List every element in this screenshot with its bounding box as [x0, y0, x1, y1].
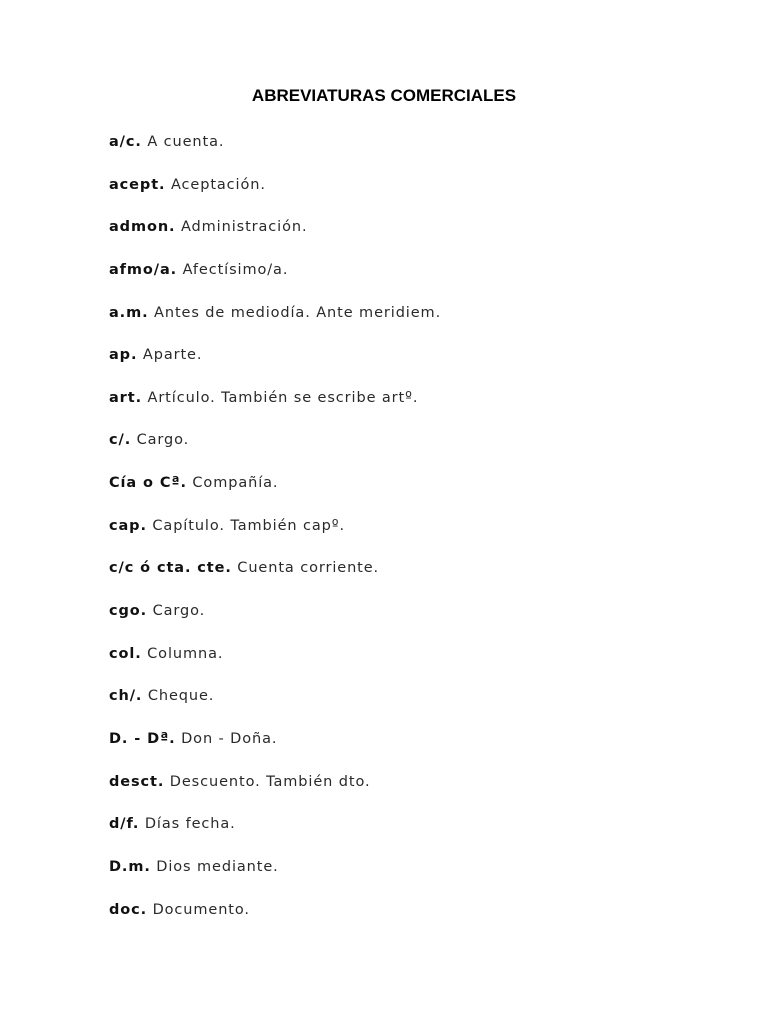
list-item: [109, 387, 729, 430]
definition: Cargo.: [136, 432, 190, 449]
list-item: [109, 899, 729, 942]
list-item: [109, 131, 729, 174]
definition: Cuenta corriente.: [237, 560, 380, 577]
list-item: [109, 685, 729, 728]
definition: Compañía.: [192, 475, 279, 492]
abbreviation: afmo/a.: [109, 261, 178, 278]
abbreviation: cap.: [109, 517, 147, 534]
definition: A cuenta.: [147, 134, 225, 150]
abbreviation: ch/.: [109, 688, 143, 705]
list-item: [109, 302, 729, 345]
abbreviation: d/f.: [109, 816, 140, 833]
abbreviation: desct.: [109, 773, 165, 790]
definition: Columna.: [147, 645, 224, 662]
definition: Días fecha.: [144, 816, 236, 833]
abbreviation: acept.: [109, 176, 166, 193]
definition: Cheque.: [147, 688, 215, 705]
list-item: [109, 600, 729, 643]
definition: Capítulo. También capº.: [152, 517, 345, 534]
list-item: [109, 643, 729, 686]
abbreviation: a.m.: [109, 304, 149, 321]
list-item: [109, 472, 729, 515]
list-item: [109, 771, 729, 814]
list-item: [109, 174, 729, 217]
abbreviation: doc.: [109, 901, 148, 918]
list-item: [109, 216, 729, 259]
definition: Administración.: [180, 219, 308, 236]
abbreviation: c/c ó cta. cte.: [109, 560, 232, 577]
abbreviation: col.: [109, 645, 142, 662]
abbreviation-list: [109, 131, 729, 941]
list-item: [109, 813, 729, 856]
definition: Don - Doña.: [181, 730, 278, 747]
definition: Aceptación.: [170, 176, 266, 193]
list-item: [109, 429, 729, 472]
definition: Descuento. También dto.: [169, 773, 371, 790]
definition: Artículo. También se escribe artº.: [147, 389, 419, 406]
list-item: [109, 344, 729, 387]
abbreviation: cgo.: [109, 603, 148, 620]
page-title: ABREVIATURAS COMERCIALES: [251, 86, 517, 105]
definition: Dios mediante.: [156, 858, 279, 875]
abbreviation: ap.: [109, 347, 138, 364]
abbreviation: a/c.: [109, 134, 142, 150]
abbreviation: Cía o Cª.: [109, 475, 187, 492]
abbreviation: D. - Dª.: [109, 730, 176, 747]
list-item: [109, 728, 729, 771]
definition: Aparte.: [142, 347, 203, 364]
list-item: [109, 856, 729, 899]
abbreviation: admon.: [109, 219, 176, 236]
definition: Cargo.: [152, 603, 206, 620]
abbreviation: D.m.: [109, 858, 151, 875]
abbreviation: c/.: [109, 432, 132, 449]
list-item: [109, 259, 729, 302]
abbreviation: art.: [109, 389, 142, 406]
definition: Afectísimo/a.: [182, 261, 289, 278]
definition: Documento.: [152, 901, 250, 918]
definition: Antes de mediodía. Ante meridiem.: [154, 304, 442, 321]
list-item: [109, 515, 729, 558]
list-item: [109, 557, 729, 600]
